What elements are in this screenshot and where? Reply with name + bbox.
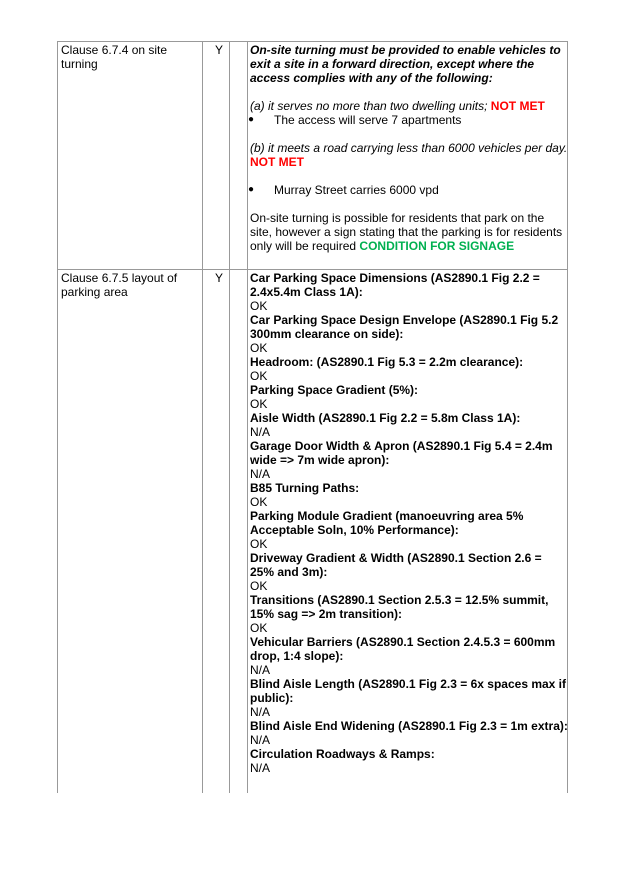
turning-requirement: On-site turning must be provided to enable vehicles to exit a site in a forward direction, except where the access complies with any of the following:	[250, 43, 561, 85]
check-label: Transitions (AS2890.1 Section 2.5.3 = 12.5% summit, 15% sag => 2m transition):	[250, 593, 549, 621]
check-label: B85 Turning Paths:	[250, 481, 360, 495]
check-label: Blind Aisle End Widening (AS2890.1 Fig 2.3 = 1m extra):	[250, 719, 568, 733]
condition-a: (a) it serves no more than two dwelling units; NOT MET	[250, 99, 545, 113]
check-result: OK	[250, 495, 268, 509]
check-label: Headroom: (AS2890.1 Fig 5.3 = 2.2m clearance):	[250, 355, 524, 369]
column-divider	[202, 41, 203, 793]
clause-cell: Clause 6.7.4 on site turning	[61, 43, 168, 71]
bullet-item: ● The access will serve 7 apartments	[248, 113, 462, 127]
table-left-border	[57, 41, 58, 793]
assessment-cell	[250, 43, 568, 253]
check-label: Driveway Gradient & Width (AS2890.1 Section 2.6 = 25% and 3m):	[250, 551, 542, 579]
check-label: Car Parking Space Design Envelope (AS2890.1 Fig 5.2 300mm clearance on side):	[250, 313, 559, 341]
column-divider	[229, 41, 230, 793]
compliance-cell: Y	[214, 271, 223, 285]
check-result: OK	[250, 537, 268, 551]
check-result: OK	[250, 621, 268, 635]
turning-comment: On-site turning is possible for residents that park on the site, however a sign stating that the parking is for residents only will be required CONDITION FOR SIGNAGE	[250, 211, 563, 253]
check-label: Aisle Width (AS2890.1 Fig 2.2 = 5.8m Class 1A):	[250, 411, 521, 425]
check-result: N/A	[250, 761, 271, 775]
condition-b: (b) it meets a road carrying less than 6000 vehicles per day. NOT MET	[250, 141, 568, 169]
check-label: Vehicular Barriers (AS2890.1 Section 2.4.5.3 = 600mm drop, 1:4 slope):	[250, 635, 556, 663]
check-label: Circulation Roadways & Ramps:	[250, 747, 435, 761]
check-result: N/A	[250, 425, 271, 439]
assessment-cell	[250, 271, 568, 775]
check-result: OK	[250, 397, 268, 411]
status-not-met: NOT MET	[250, 155, 304, 169]
bullet-icon: ●	[248, 184, 255, 195]
check-label: Blind Aisle Length (AS2890.1 Fig 2.3 = 6x spaces max if public):	[250, 677, 567, 705]
bullet-icon: ●	[248, 114, 255, 125]
table-top-border	[57, 41, 568, 42]
check-result: N/A	[250, 467, 271, 481]
check-result: N/A	[250, 663, 271, 677]
check-result: N/A	[250, 705, 271, 719]
column-divider	[247, 41, 248, 793]
clause-cell: Clause 6.7.5 layout of parking area	[61, 271, 178, 299]
check-result: OK	[250, 341, 268, 355]
check-label: Garage Door Width & Apron (AS2890.1 Fig 5.4 = 2.4m wide => 7m wide apron):	[250, 439, 553, 467]
check-result: N/A	[250, 733, 271, 747]
bullet-item: ● Murray Street carries 6000 vpd	[248, 183, 439, 197]
check-result: OK	[250, 579, 268, 593]
condition-label: CONDITION FOR SIGNAGE	[359, 239, 515, 253]
check-label: Parking Module Gradient (manoeuvring area 5% Acceptable Soln, 10% Performance):	[250, 509, 524, 537]
check-label: Car Parking Space Dimensions (AS2890.1 Fig 2.2 = 2.4x5.4m Class 1A):	[250, 271, 540, 299]
status-not-met: NOT MET	[490, 99, 545, 113]
check-result: OK	[250, 299, 268, 313]
compliance-cell: Y	[214, 43, 223, 57]
check-label: Parking Space Gradient (5%):	[250, 383, 419, 397]
check-result: OK	[250, 369, 268, 383]
row-divider	[57, 269, 568, 270]
